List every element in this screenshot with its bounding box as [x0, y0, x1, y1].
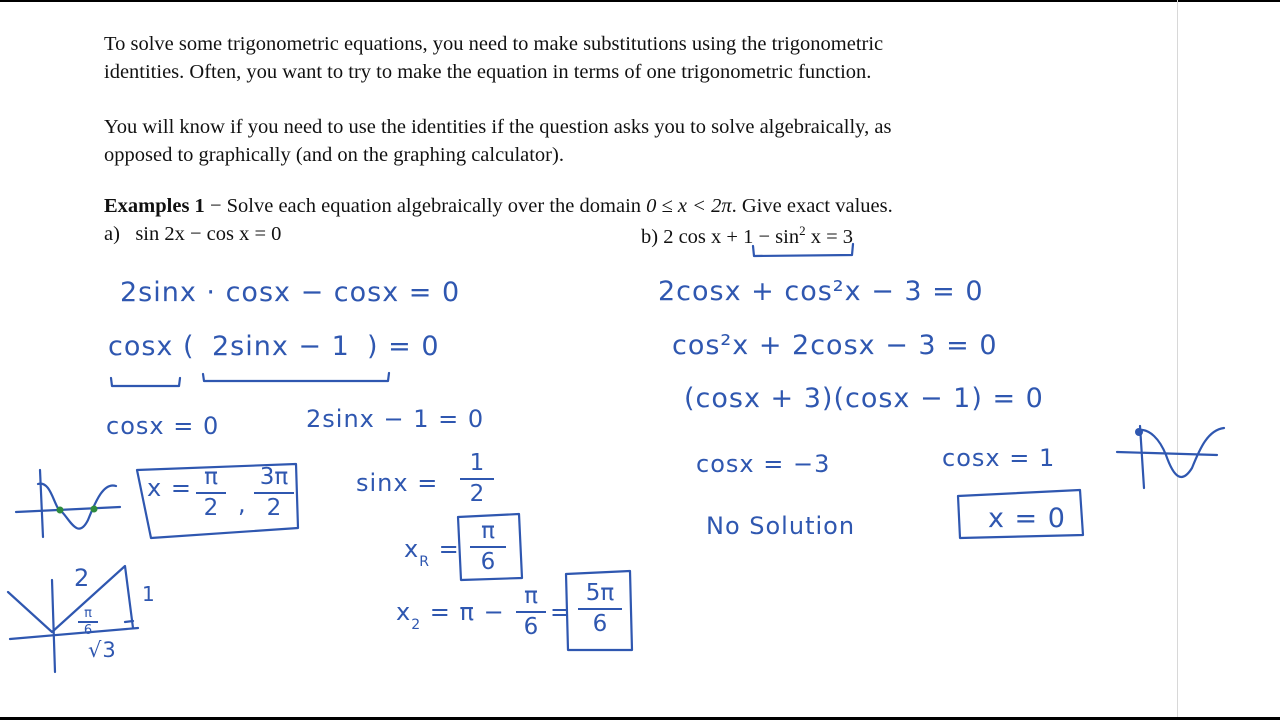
answer-a1-fraction-1 [196, 466, 226, 520]
x2-subscript: 2 [411, 617, 422, 633]
intro-line: identities. Often, you want to try to make the equation in terms of one trigonometric function. [104, 61, 872, 83]
identity-brace [753, 244, 853, 256]
example-instruction: − Solve each equation algebraically over the domain [204, 195, 647, 217]
xr-variable: x [404, 535, 420, 563]
part-b-substituted: 1 − sin [743, 225, 800, 248]
part-b-step-3: (cosx + 3)(cosx − 1) = 0 [684, 383, 1044, 414]
part-a-expression: sin 2x − cos x = 0 [135, 223, 282, 245]
triangle-axis-v [52, 580, 55, 672]
xr-label [404, 535, 460, 570]
fraction-denominator: 2 [469, 481, 485, 507]
answer-a1-separator: , [238, 490, 247, 518]
intro-line: You will know if you need to use the identities if the question asks you to solve algebraically, as [104, 116, 892, 138]
fraction-denominator: 6 [83, 622, 93, 638]
triangle-hypotenuse: 2 [74, 564, 91, 592]
part-a-case-2: 2sinx − 1 = 0 [306, 405, 485, 433]
fraction-numerator: 1 [469, 450, 485, 476]
fraction-numerator: 5π [585, 580, 615, 606]
answer-a1-fraction-2 [254, 466, 294, 520]
axis-h-left [16, 507, 120, 512]
fraction-numerator: π [204, 464, 218, 490]
part-a-step-2-inner: 2sinx − 1 [212, 331, 350, 362]
part-b-prefix: 2 cos x + [663, 225, 744, 248]
sin-equation: sinx = [356, 469, 439, 497]
part-b-no-solution: No Solution [706, 512, 856, 540]
fraction-denominator: 6 [592, 611, 608, 637]
part-a-step-2-right: ) = 0 [367, 331, 440, 362]
part-b-label: b) [641, 225, 659, 248]
triangle-axis-h [10, 628, 138, 639]
cos-curve-left [38, 484, 116, 529]
intro-line: opposed to graphically (and on the graphing calculator). [104, 144, 564, 166]
fraction-numerator: π [481, 518, 495, 544]
intro-line: To solve some trigonometric equations, you need to make substitutions using the trigonometric [104, 33, 884, 55]
part-a-case-1: cosx = 0 [106, 412, 220, 440]
factor-bracket-2 [203, 373, 389, 381]
x2-label [396, 598, 505, 633]
triangle-adjacent: √3 [88, 638, 117, 662]
xr-fraction [470, 520, 506, 574]
part-b-step-1: 2cosx + cos²x − 3 = 0 [658, 276, 984, 307]
example-title: Examples 1 [104, 195, 205, 217]
fraction-denominator: 2 [266, 495, 282, 521]
xr-equals: = [438, 535, 460, 563]
x2-fraction-2 [578, 582, 622, 636]
fraction-numerator: π [524, 583, 538, 609]
fraction-numerator: 3π [259, 464, 289, 490]
fraction-denominator: 2 [203, 495, 219, 521]
triangle-angle [78, 607, 98, 637]
sin-fraction [460, 452, 494, 506]
axis-v-left [40, 470, 43, 537]
part-a-step-2-left: cosx ( [108, 331, 195, 362]
part-b-suffix: x = 3 [805, 225, 854, 248]
part-b-case-2: cosx = 1 [942, 444, 1056, 472]
example-instruction-tail: . Give exact values. [731, 195, 893, 217]
factor-bracket-1 [111, 378, 180, 386]
triangle-sides [8, 566, 133, 632]
x2-variable: x [396, 598, 412, 626]
x2-expression: = π − [429, 598, 505, 626]
xr-subscript: R [419, 554, 430, 570]
answer-a1-prefix: x = [147, 474, 192, 502]
fraction-numerator: π [84, 606, 92, 621]
part-b-case-1: cosx = −3 [696, 450, 831, 478]
fraction-denominator: 6 [480, 549, 496, 575]
part-a-label: a) [104, 223, 120, 245]
part-b-boxed-answer: x = 0 [988, 503, 1066, 534]
part-b-exponent: 2 [799, 223, 806, 238]
x2-equals: = [550, 598, 572, 626]
triangle-right-angle [125, 621, 133, 622]
triangle-opposite: 1 [142, 582, 156, 606]
x2-fraction-1 [516, 585, 546, 639]
part-a-step-1: 2sinx · cosx − cosx = 0 [120, 277, 461, 308]
part-b-step-2: cos²x + 2cosx − 3 = 0 [672, 330, 998, 361]
fraction-denominator: 6 [523, 614, 539, 640]
example-domain: 0 ≤ x < 2π [646, 195, 732, 217]
